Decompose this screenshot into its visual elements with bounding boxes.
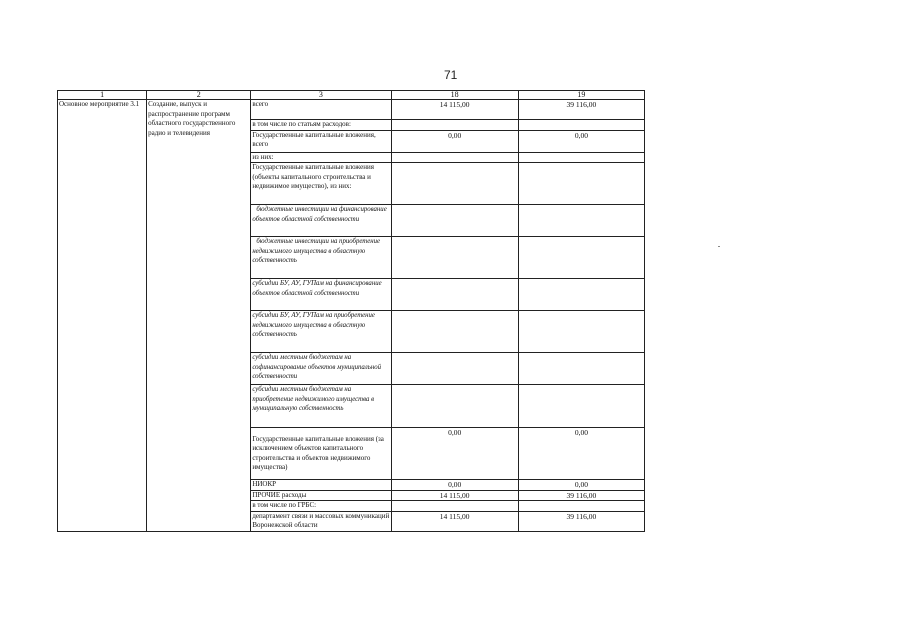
activity-name: Создание, выпуск и распространение программ областного государственного радио и телевидения (147, 100, 251, 532)
value-col-18 (391, 353, 518, 385)
value-col-18 (391, 205, 518, 237)
column-header-18: 18 (391, 91, 518, 100)
value-col-18 (391, 237, 518, 279)
row-label: субсидии местным бюджетам на приобретение недвижимого имущества в муниципальную собственность (251, 385, 391, 428)
value-col-19 (518, 163, 644, 205)
row-label: ПРОЧИЕ расходы (251, 490, 391, 501)
column-header-19: 19 (518, 91, 644, 100)
value-col-19: 39 116,00 (518, 511, 644, 531)
value-col-19: 0,00 (518, 480, 644, 491)
column-header-2: 2 (147, 91, 251, 100)
row-label: из них: (251, 152, 391, 163)
row-label: субсидии БУ, АУ, ГУПам на финансирование объектов областной собственности (251, 279, 391, 311)
row-label: Государственные капитальные вложения (объекты капитального строительства и недвижимое имущество), из них: (251, 163, 391, 205)
row-label: департамент связи и массовых коммуникаций Воронежской области (252, 511, 390, 529)
budget-table (57, 90, 645, 532)
value-col-19 (518, 501, 644, 512)
row-label: субсидии БУ, АУ, ГУПам на приобретение недвижимого имущества в областную собственность (251, 311, 391, 353)
value-col-18 (391, 152, 518, 163)
value-col-19: 39 116,00 (518, 100, 644, 120)
value-col-19: 39 116,00 (518, 490, 644, 501)
value-col-18: 0,00 (391, 480, 518, 491)
value-col-18 (391, 120, 518, 131)
value-col-19 (518, 385, 644, 428)
page-number: 71 (444, 68, 458, 82)
row-label: Государственные капитальные вложения (за исключением объектов капитального строительства и объектов недвижимого имущества) (251, 428, 391, 480)
row-label: бюджетные инвестиции на приобретение недвижимого имущества в областную собственность (251, 237, 391, 279)
value-col-19: 0,00 (518, 130, 644, 152)
activity-code: Основное мероприятие 3.1 (58, 100, 147, 532)
value-col-18 (391, 163, 518, 205)
value-col-18: 14 115,00 (391, 100, 518, 120)
header-row (58, 91, 645, 100)
row-label: бюджетные инвестиции на финансирование объектов областной собственности (251, 205, 391, 237)
value-col-19 (518, 311, 644, 353)
table-row (58, 100, 645, 120)
value-col-19: 0,00 (518, 428, 644, 480)
row-label: субсидии местным бюджетам на софинансирование объектов муниципальной собственности (251, 353, 391, 385)
row-label: Государственные капитальные вложения, всего (251, 130, 391, 152)
column-header-1: 1 (58, 91, 147, 100)
column-header-3: 3 (251, 91, 391, 100)
row-label: НИОКР (251, 480, 391, 491)
row-label: в том числе по ГРБС: (251, 501, 391, 512)
value-col-18: 14 115,00 (391, 490, 518, 501)
scan-speck (718, 246, 720, 247)
value-col-18: 0,00 (391, 130, 518, 152)
value-col-18 (391, 311, 518, 353)
value-col-18: 14 115,00 (391, 511, 518, 531)
value-col-19 (518, 205, 644, 237)
value-col-19 (518, 120, 644, 131)
row-label: всего (251, 100, 391, 120)
value-col-18 (391, 385, 518, 428)
row-label: в том числе по статьям расходов: (251, 120, 391, 131)
value-col-18 (391, 501, 518, 512)
value-col-18 (391, 279, 518, 311)
value-col-18: 0,00 (391, 428, 518, 480)
value-col-19 (518, 152, 644, 163)
value-col-19 (518, 353, 644, 385)
value-col-19 (518, 279, 644, 311)
value-col-19 (518, 237, 644, 279)
